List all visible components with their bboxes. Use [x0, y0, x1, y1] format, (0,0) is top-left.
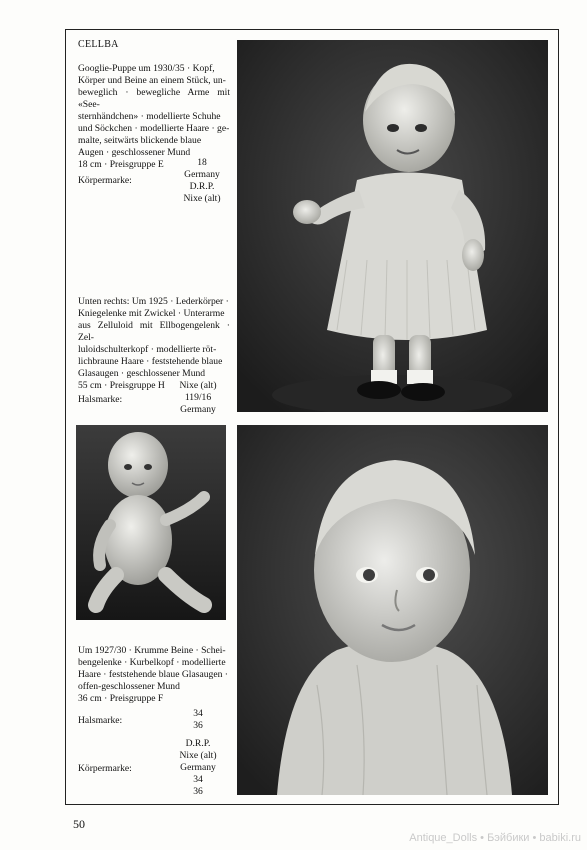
mark-value: 36 [193, 786, 203, 797]
text-line: 55 cm · Preisgruppe H [78, 380, 165, 391]
text-line: Kniegelenke mit Zwickel · Unterarme [78, 308, 225, 319]
mark-label: Körpermarke: [78, 763, 132, 774]
block2-description [78, 296, 230, 392]
text-line: und Söckchen · modellierte Haare · ge- [78, 123, 230, 134]
mark-value: Nixe (alt) [183, 193, 221, 204]
mark-label: Halsmarke: [78, 394, 123, 405]
text-line: sternhändchen» · modellierte Schuhe [78, 111, 221, 122]
photo-celluloid-baby [76, 425, 226, 620]
text-line: lichbraune Haare · feststehende blaue [78, 356, 223, 367]
text-line: beweglich · bewegliche Arme mit «See- [78, 87, 230, 110]
mark-values [170, 157, 234, 205]
mark-value: 119/16 [184, 392, 212, 403]
doll-photo-image [237, 40, 548, 412]
page-number: 50 [73, 817, 85, 831]
text-line: Haare · feststehende blaue Glasaugen · [78, 669, 228, 680]
mark-value: 34 [193, 774, 203, 785]
text-line: malte, seitwärts blickende blaue [78, 135, 202, 146]
mark-value: 18 [197, 157, 207, 168]
baby-photo-image [76, 425, 226, 620]
text-line: offen-geschlossener Mund [78, 681, 180, 692]
mark-value: Nixe (alt) [179, 750, 217, 761]
block3-description [78, 645, 230, 705]
watermark-credit: Antique_Dolls • Бэйбики • babiki.ru [409, 832, 581, 844]
mark-value: Germany [180, 404, 216, 415]
mark-label: Körpermarke: [78, 175, 132, 186]
mark-value: Germany [184, 169, 220, 180]
mark-value: 34 [193, 708, 203, 719]
text-line: 18 cm · Preisgruppe E [78, 159, 164, 170]
text-line: Glasaugen · geschlossener Mund [78, 368, 206, 379]
text-line: aus Zelluloid mit Ellbogengelenk · Zel- [78, 320, 230, 343]
mark-value: D.R.P. [185, 738, 211, 749]
text-line: Unten rechts: Um 1925 · Lederkörper · [78, 296, 229, 307]
text-line: Um 1927/30 · Krumme Beine · Schei- [78, 645, 226, 656]
photo-doll-closeup [237, 425, 548, 795]
text-line: Googlie-Puppe um 1930/35 · Kopf, [78, 63, 215, 74]
section-heading: CELLBA [78, 39, 119, 50]
text-line: luloidschulterkopf · modellierte röt- [78, 344, 217, 355]
text-line: Körper und Beine an einem Stück, un- [78, 75, 226, 86]
mark-value: D.R.P. [189, 181, 215, 192]
text-line: 36 cm · Preisgruppe F [78, 693, 164, 704]
block1-description [78, 63, 230, 171]
mark-value: Germany [180, 762, 216, 773]
mark-value: 36 [193, 720, 203, 731]
mark-values [166, 738, 230, 798]
mark-values [166, 708, 230, 732]
mark-value: Nixe (alt) [179, 380, 217, 391]
mark-label: Halsmarke: [78, 715, 123, 726]
text-line: Augen · geschlossener Mund [78, 147, 191, 158]
text-line: bengelenke · Kurbelkopf · modellierte [78, 657, 226, 668]
mark-values [166, 380, 230, 416]
photo-googlie-doll [237, 40, 548, 412]
closeup-photo-image [237, 425, 548, 795]
